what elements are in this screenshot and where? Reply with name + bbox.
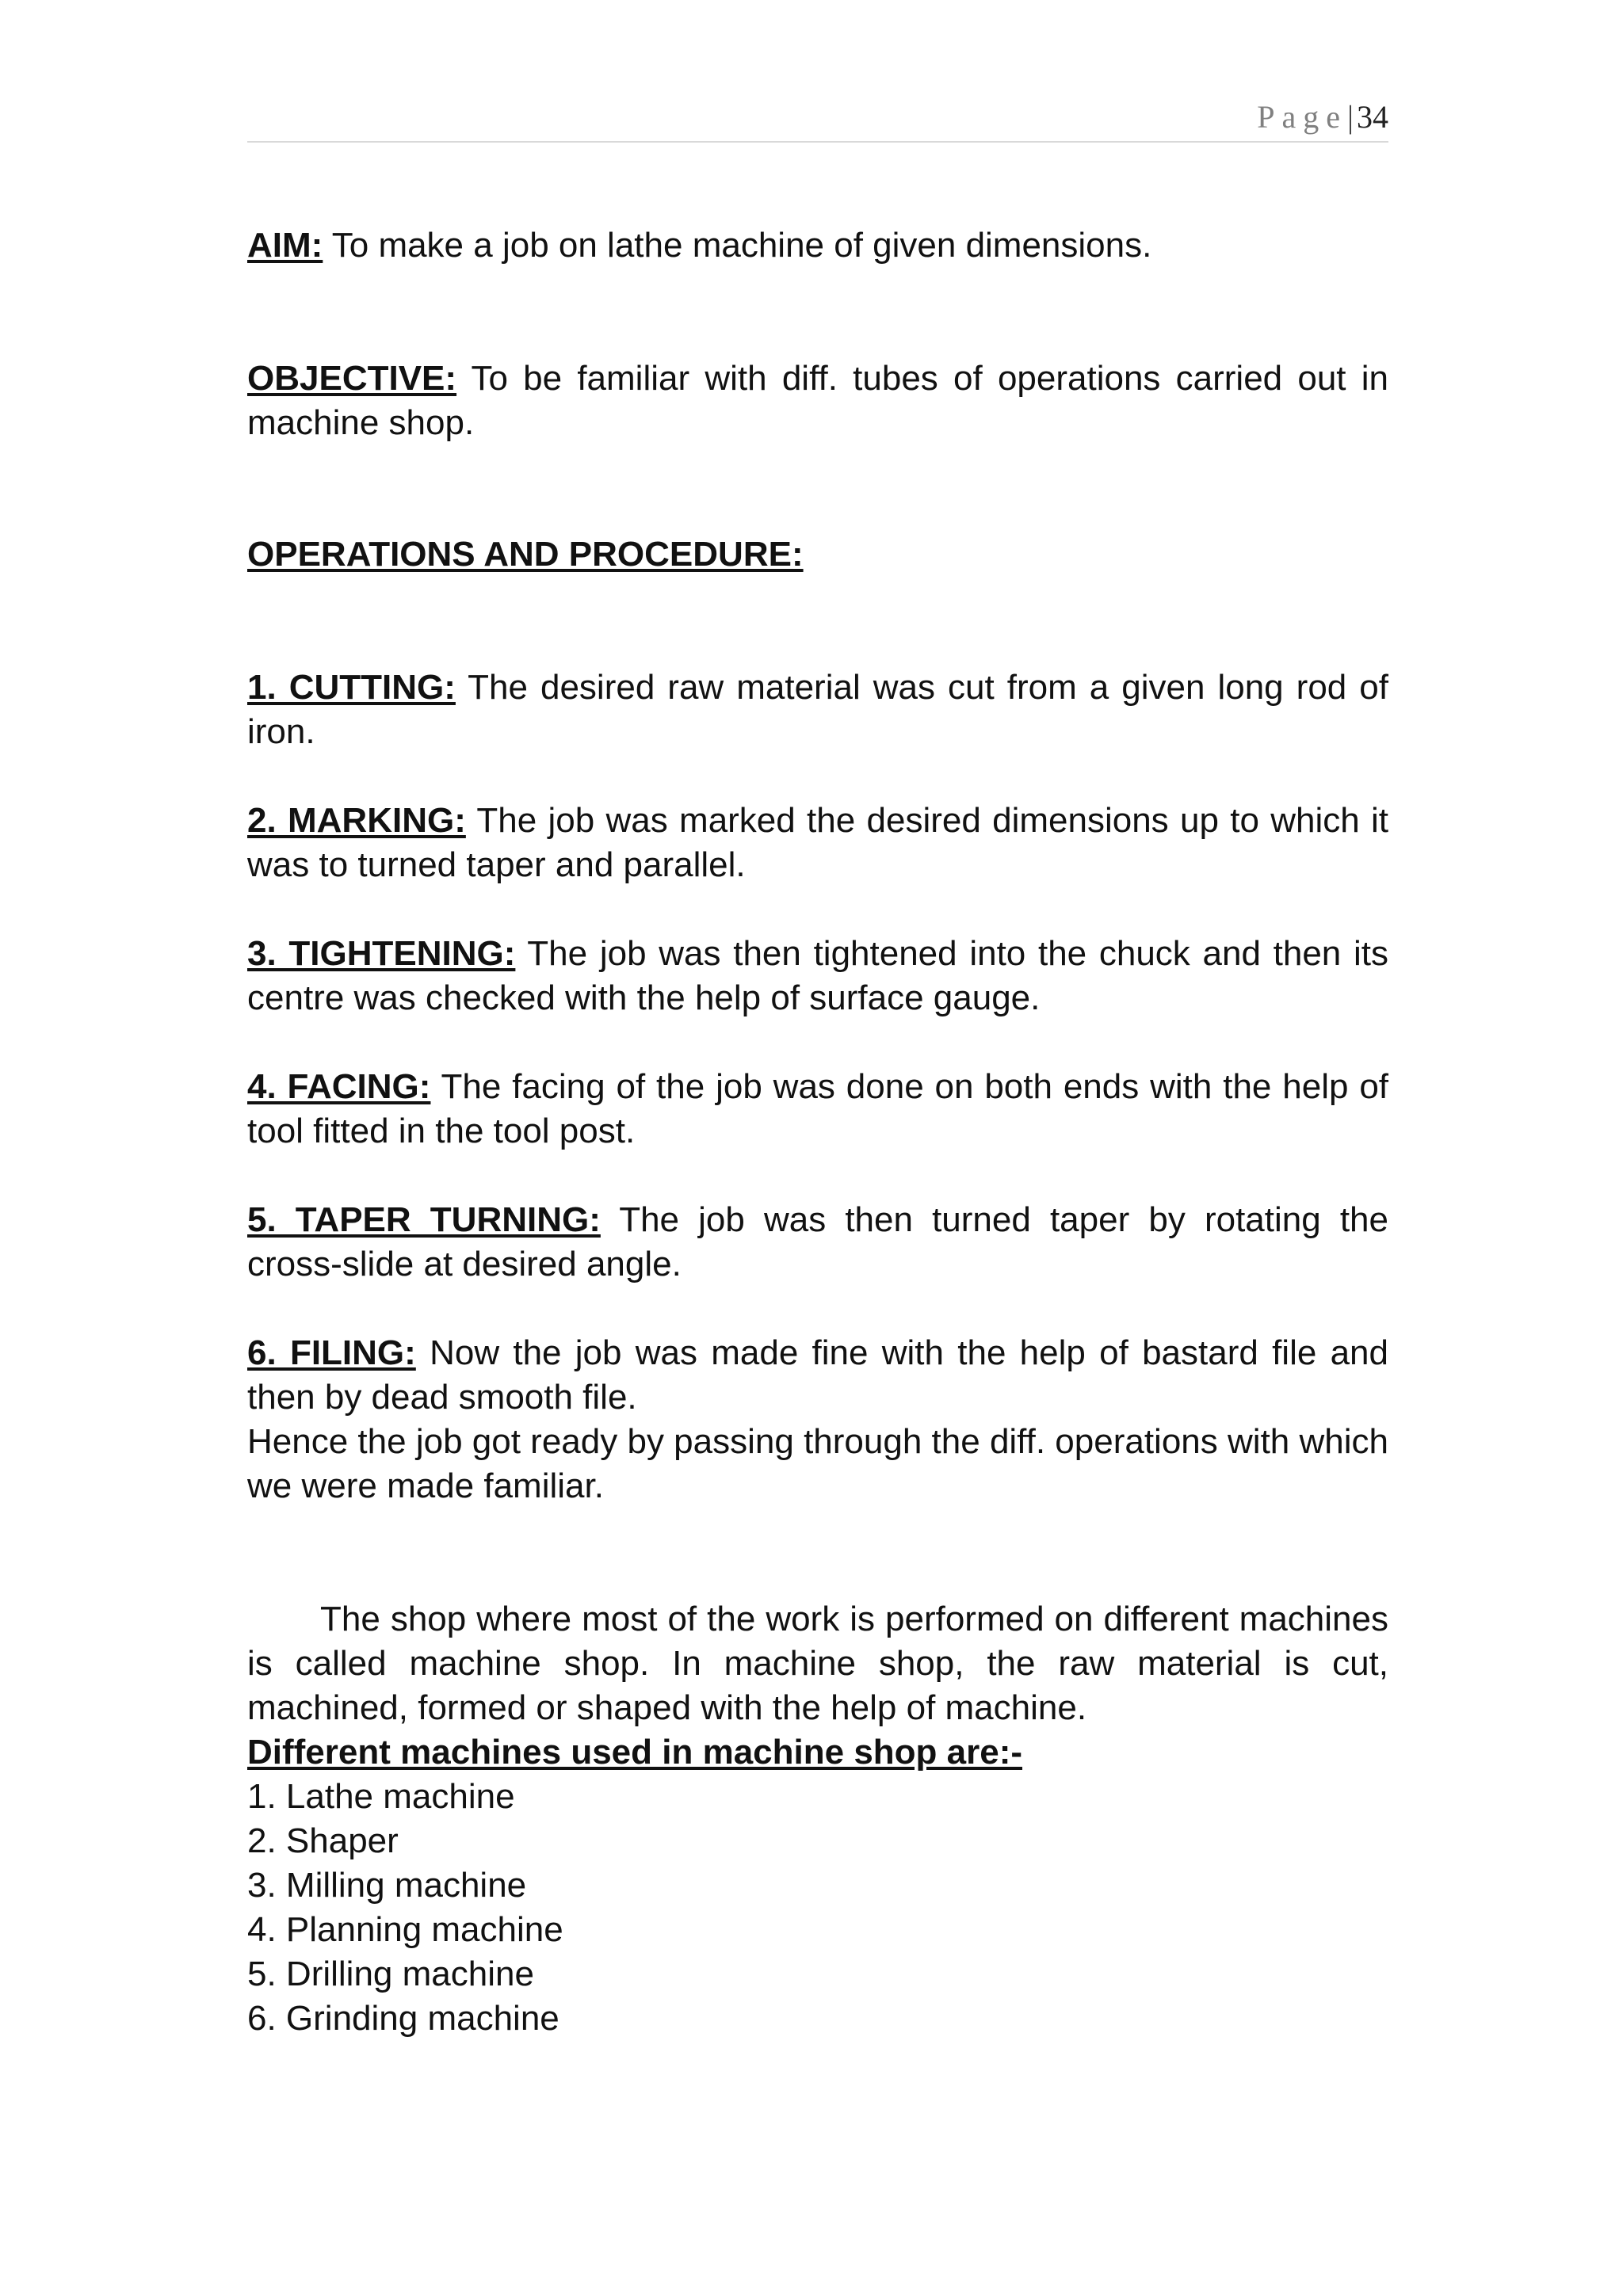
step-text: The job was then turned taper by rotating the cross-slide at desired angle. (247, 1200, 1388, 1283)
step-text: The job was then tightened into the chuck and then its centre was checked with the help of surface gauge. (247, 934, 1388, 1017)
step-label: 5. TAPER TURNING: (247, 1200, 601, 1239)
page-number-label (1257, 98, 1388, 135)
step-filing (247, 1331, 1388, 1420)
machines-heading: Different machines used in machine shop are:- (247, 1733, 1023, 1772)
step-taper-turning (247, 1198, 1388, 1287)
step-facing (247, 1065, 1388, 1154)
list-item: 2. Shaper (247, 1821, 399, 1860)
step-tightening (247, 932, 1388, 1020)
list-item: 3. Milling machine (247, 1866, 527, 1905)
step-label: 6. FILING: (247, 1333, 416, 1372)
page-header (247, 93, 1388, 143)
objective-text: To be familiar with diff. tubes of operations carried out in machine shop. (247, 359, 1388, 442)
machines-list (247, 1775, 1388, 2041)
aim-text: To make a job on lathe machine of given dimensions. (323, 226, 1152, 265)
list-item: 6. Grinding machine (247, 1999, 559, 2038)
machine-shop-paragraph: The shop where most of the work is performed on different machines is called machine shop. In machine shop, the raw material is cut, machined, formed or shaped with the help of machine. (247, 1600, 1388, 1727)
objective-paragraph (247, 357, 1388, 445)
step-cutting (247, 666, 1388, 754)
step-label: 1. CUTTING: (247, 668, 456, 707)
page-number: 34 (1357, 99, 1388, 135)
page-separator: | (1346, 99, 1354, 135)
step-text: Now the job was made fine with the help of bastard file and then by dead smooth file. (247, 1333, 1388, 1417)
operations-heading: OPERATIONS AND PROCEDURE: (247, 535, 804, 574)
aim-paragraph (247, 223, 1388, 268)
list-item: 4. Planning machine (247, 1910, 563, 1949)
objective-label: OBJECTIVE: (247, 359, 457, 398)
step-text: The facing of the job was done on both ends with the help of tool fitted in the tool post. (247, 1067, 1389, 1150)
step-text: The desired raw material was cut from a given long rod of iron. (247, 668, 1388, 751)
step-label: 2. MARKING: (247, 801, 466, 840)
step-label: 3. TIGHTENING: (247, 934, 516, 973)
step-text: The job was marked the desired dimensions up to which it was to turned taper and parallel. (247, 801, 1388, 884)
list-item: 5. Drilling machine (247, 1955, 534, 1993)
page-body (247, 223, 1388, 2041)
aim-label: AIM: (247, 226, 323, 265)
page-word: Page (1257, 99, 1347, 135)
list-item: 1. Lathe machine (247, 1777, 515, 1816)
step-label: 4. FACING: (247, 1067, 431, 1106)
conclusion-paragraph: Hence the job got ready by passing through the diff. operations with which we were made familiar. (247, 1422, 1388, 1505)
step-marking (247, 799, 1388, 887)
